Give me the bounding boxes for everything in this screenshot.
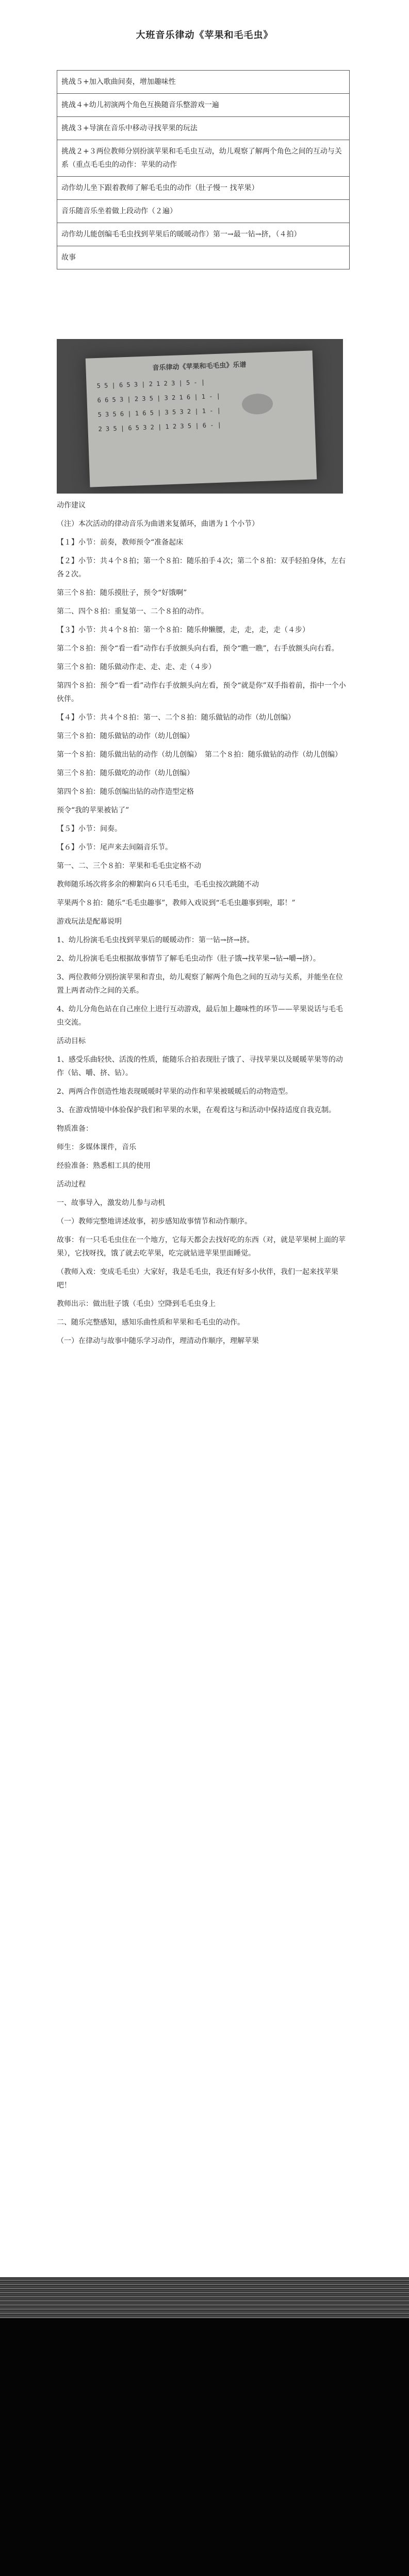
paragraph: （一）在律动与故事中随乐学习动作，理清动作顺序，理解苹果	[57, 1337, 259, 1345]
paragraph: 【５】小节：间奏。	[57, 825, 122, 833]
paragraph: 苹果两个８拍：随乐“毛毛虫趣事”，教师入戏说到“毛毛虫趣事到啦，耶！”	[57, 899, 296, 907]
table-row	[57, 117, 350, 140]
paragraph: 【１】小节：前奏，教师预令“准备起床	[57, 538, 184, 547]
paragraph: 游戏玩法是配幕说明	[57, 918, 122, 926]
paragraph: （一）教师完整地讲述故事，初步感知故事情节和动作顺序。	[57, 1217, 252, 1226]
score-notes	[96, 371, 305, 436]
score-line: 6 6 5 3 | 2 3 5 | 3 2 1 6 | 1 - |	[97, 392, 221, 404]
paragraph: 4、幼儿分角色站在自己座位上进行互动游戏，最后加上趣味性的环节——苹果说话与毛毛虫交流。	[57, 1005, 343, 1027]
paragraph: 3、在游戏情境中体验保护我们和苹果的水果，在观看这与和活动中保持适度自我克制。	[57, 1106, 336, 1114]
table-cell: 挑战２+３两位教师分别扮演苹果和毛毛虫互动，幼儿观察了解两个角色之间的互动与关系（重点毛毛虫的动作：苹果的动作	[57, 140, 350, 177]
paragraph: 【２】小节：共４个８拍；第一个８拍：随乐拍手４次；第二个８拍：双手轻拍身体，左右各２次。	[57, 557, 346, 579]
paragraph: 2、幼儿扮演毛毛虫根据故事情节了解毛毛虫动作（肚子饿→找苹果→钻→嚼→挤）。	[57, 955, 320, 963]
paragraph: 2、两两合作创造性地表现暖暖时苹果的动作和苹果被暖暖后的动物造型。	[57, 1088, 292, 1096]
paragraph: 预令“我的苹果被钻了”	[57, 806, 129, 815]
paragraph: （教师入戏：变成毛毛虫）大家好，我是毛毛虫，我还有好多小伙伴，我们一起来找苹果吧！	[57, 1268, 338, 1290]
paragraph: （注）本次活动的律动音乐为曲谱来复循环，曲谱为１个小节）	[57, 520, 259, 528]
score-title: 音乐律动《苹果和毛毛虫》乐谱	[152, 361, 247, 372]
paragraph: 第三个８拍：随乐做动作走、走、走、走（４步）	[57, 663, 216, 671]
document-title: 大班音乐律动《苹果和毛毛虫》	[136, 30, 273, 41]
table-row	[57, 223, 350, 246]
score-line: 2 3 5 | 6 5 3 2 | 1 2 3 5 | 6 - |	[98, 421, 222, 433]
score-photo	[57, 339, 343, 494]
paragraph: 【４】小节：共４个８拍：第一、二个８拍：随乐做钻的动作（幼儿创编）	[57, 714, 295, 722]
paragraph: 动作建议	[57, 501, 86, 510]
table-row	[57, 71, 350, 94]
table-cell: 挑战４+幼儿初演两个角色互换随音乐整游戏一遍	[57, 94, 350, 117]
table-cell: 故事	[57, 246, 350, 269]
paragraph: 二、随乐完整感知，感知乐曲性质和苹果和毛毛虫的动作。	[57, 1318, 244, 1327]
paragraph: 【６】小节：尾声来去间隔音乐节。	[57, 843, 172, 852]
table-row	[57, 246, 350, 269]
table-row	[57, 200, 350, 223]
table-cell: 音乐随音乐坐着做上段动作（２遍）	[57, 200, 350, 223]
table-cell: 动作幼儿能创编毛毛虫找到苹果后的暖暖动作）第一→最一钻→挤，（４拍）	[57, 223, 350, 246]
body-text	[57, 499, 350, 1353]
paragraph: 经验准备：熟悉相工具的使用	[57, 1162, 151, 1170]
paragraph: 活动目标	[57, 1037, 86, 1045]
paragraph: 第二、四个８拍：重复第一、二个８拍的动作。	[57, 607, 208, 616]
score-paper	[86, 350, 317, 487]
paragraph: 故事：有一只毛毛虫住在一个地方，它每天都会去找好吃的东西（对，就是苹果树上面的苹果），它找呀找，饿了就去吃苹果，吃完就钻进苹果里面睡觉。	[57, 1236, 346, 1258]
table-cell: 挑战３+导演在音乐中移动寻找苹果的玩法	[57, 117, 350, 140]
paragraph: 第四个８拍：预令“看一看”动作右手放额头向左看，预令“就是你”双手指着前，指中一个小伙伴。	[57, 682, 346, 703]
table-row	[57, 94, 350, 117]
score-line: 5 3 5 6 | 1 6 5 | 3 5 3 2 | 1 - |	[97, 406, 221, 418]
paragraph: 1、感受乐曲轻快、活泼的性质，能随乐合拍表现肚子饿了、寻找苹果以及暖暖苹果等的动作（钻、嚼、挤、钻）。	[57, 1056, 343, 1077]
paragraph: 第三个８拍：随乐做吃的动作（幼儿创编）	[57, 769, 194, 777]
score-line: 5 5 | 6 5 3 | 2 1 2 3 | 5 - |	[96, 378, 205, 390]
table-row	[57, 140, 350, 177]
paragraph: 3、两位教师分别扮演苹果和青虫，幼儿观察了解两个角色之间的互动与关系，并能坐在位置上两者动作之间的关系。	[57, 973, 343, 995]
scan-distortion-band	[0, 2277, 409, 2318]
paragraph: 教师随乐场次将多余的柳絮向６只毛毛虫，毛毛虫按次跳随不动	[57, 880, 259, 889]
paragraph: 【３】小节：共４个８拍：第一个８拍：随乐伸懒腰，走，走，走，走（４步）	[57, 626, 309, 634]
challenge-steps-table	[57, 70, 350, 269]
paragraph: 第三个８拍：随乐做钻的动作（幼儿创编）	[57, 732, 194, 740]
paragraph: 一、故事导入，激发幼儿参与动机	[57, 1199, 165, 1207]
paragraph: 第二个８拍：预令“看一看”动作右手放额头向右看，预令“瞧一瞧”，右手放额头向右看。	[57, 645, 339, 653]
table-cell: 挑战５+加入歌曲间奏，增加趣味性	[57, 71, 350, 94]
paragraph: 师生：多媒体课件，音乐	[57, 1143, 136, 1151]
dark-bottom-area	[0, 2318, 409, 2576]
table-cell: 动作幼儿坐下跟着教师了解毛毛虫的动作（肚子慢一 找苹果）	[57, 177, 350, 200]
paragraph: 第三个８拍：随乐摸肚子，预令“好饿啊”	[57, 589, 187, 597]
paragraph: 第一、二、三个８拍：苹果和毛毛虫定格不动	[57, 862, 201, 870]
paragraph: 第一个８拍：随乐做出钻的动作（幼儿创编） 第二个８拍：随乐做钻的动作（幼儿创编）	[57, 751, 342, 759]
paragraph: 1、幼儿扮演毛毛虫找到苹果后的暖暖动作：第一钻→挤→挤。	[57, 936, 254, 944]
paragraph: 教师出示：做出肚子饿（毛虫）空降到毛毛虫身上	[57, 1300, 216, 1308]
paragraph: 第四个８拍：随乐创编出钻的动作造型定格	[57, 788, 194, 796]
paragraph: 物质准备：	[57, 1125, 93, 1133]
paragraph: 活动过程	[57, 1180, 86, 1189]
table-row	[57, 177, 350, 200]
